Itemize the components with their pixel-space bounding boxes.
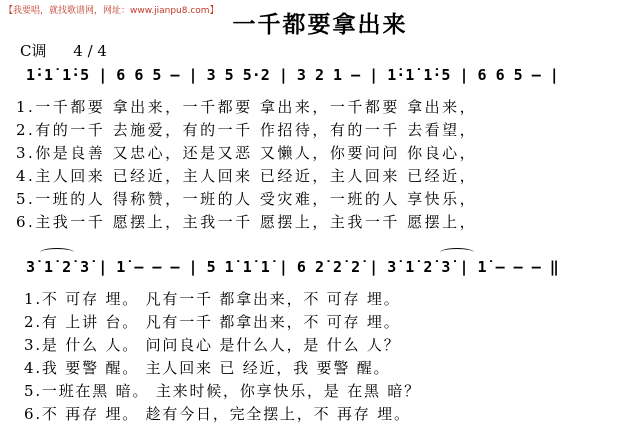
verse-line: 4.主人回来 已经近，主人回来 已经近，主人回来 已经近， bbox=[16, 167, 478, 185]
verse-line: 1.不 可存 埋。 凡有一千 都拿出来，不 可存 埋。 bbox=[24, 290, 401, 308]
notation-row-1: 1̇·1̇ 1̇·5 | 6 6 5 – | 3 5 5·2 | 3 2 1 – | 1̇·1̇ 1̇·5 | 6 6 5 – | bbox=[26, 66, 559, 84]
verse-line: 5.一班的人 得称赞，一班的人 受灾难，一班的人 享快乐， bbox=[16, 190, 478, 208]
song-title: 一千都要拿出来 bbox=[232, 11, 408, 38]
watermark: 【我要唱，就找歌谱网，网址：www.jianpu8.com】 bbox=[4, 6, 219, 16]
slur-mark bbox=[440, 248, 474, 257]
verse-line: 4.我 要警 醒。 主人回来 已 经近，我 要警 醒。 bbox=[24, 359, 391, 377]
verse-line: 3.是 什么 人。 问问良心 是什么人，是 什么 人？ bbox=[24, 336, 401, 354]
verse-line: 6.主我一千 愿摆上，主我一千 愿摆上，主我一千 愿摆上， bbox=[16, 213, 478, 231]
verse-line: 1.一千都要 拿出来，一千都要 拿出来，一千都要 拿出来， bbox=[16, 98, 478, 116]
verse-line: 3.你是良善 又忠心，还是又恶 又懒人，你要问问 你良心， bbox=[16, 144, 478, 162]
key-label: C调 bbox=[20, 42, 47, 60]
key-signature bbox=[20, 40, 107, 61]
time-signature: 4 / 4 bbox=[73, 42, 107, 60]
verse-line: 2.有的一千 去施爱，有的一千 作招待，有的一千 去看望， bbox=[16, 121, 478, 139]
verse-line: 6.不 再存 埋。 趁有今日，完全摆上，不 再存 埋。 bbox=[24, 405, 411, 423]
verse-line: 2.有 上讲 台。 凡有一千 都拿出来，不 可存 埋。 bbox=[24, 313, 401, 331]
verse-line: 5.一班在黑 暗。 主来时候，你享快乐，是 在黑 暗？ bbox=[24, 382, 421, 400]
notation-row-2: 3̇ 1̇ 2̇ 3̇ | 1̇ – – – | 5 1̇ 1̇ 1̇ | 6 2̇ 2̇ 2̇ | 3̇ 1̇ 2̇ 3̇ | 1̇ – – – ‖ bbox=[26, 258, 559, 276]
slur-mark bbox=[40, 248, 74, 257]
